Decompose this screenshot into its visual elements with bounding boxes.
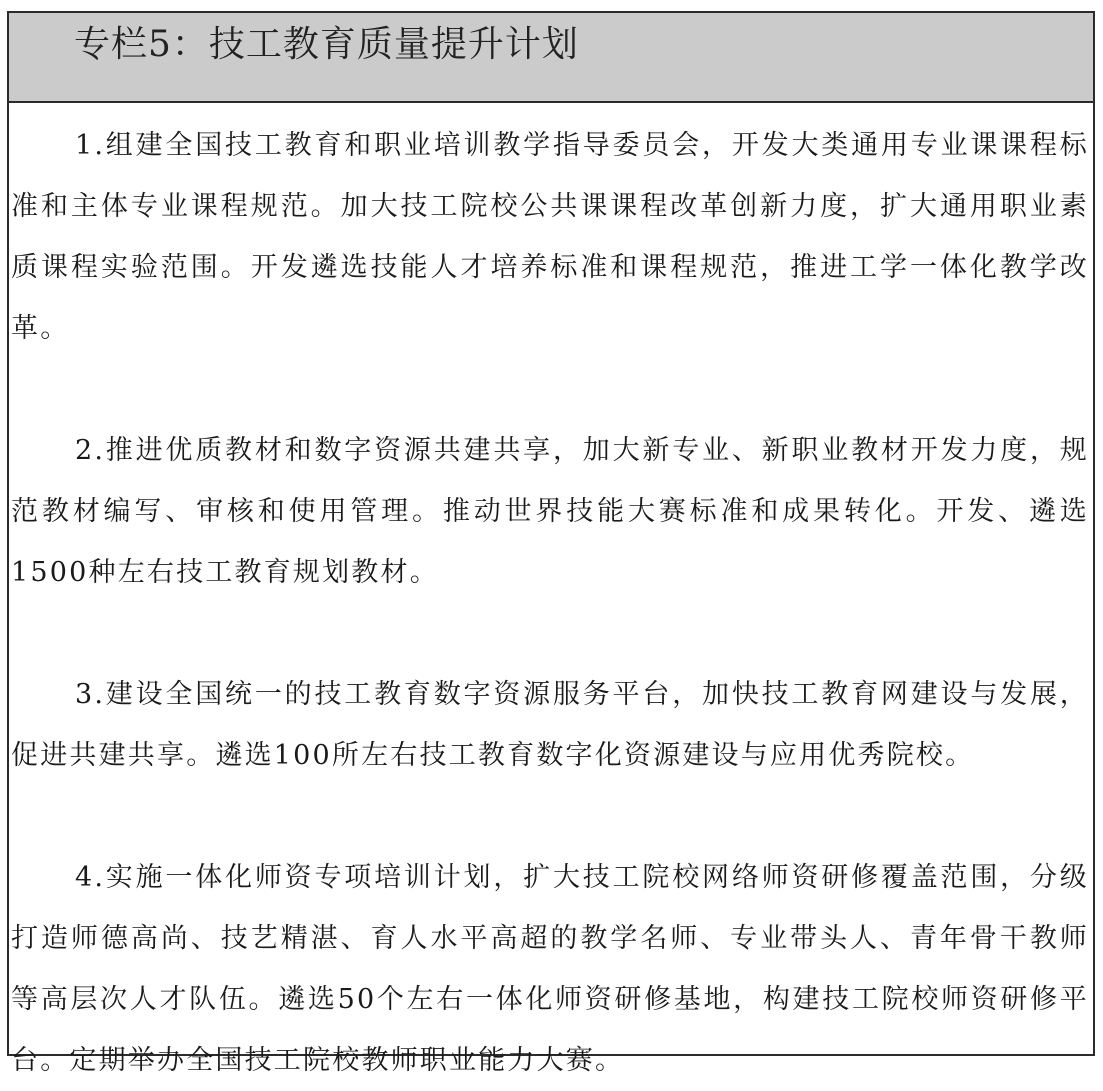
paragraph-3: 3.建设全国统一的技工教育数字资源服务平台，加快技工教育网建设与发展，促进共建共享。遴选100所左右技工教育数字化资源建设与应用优秀院校。: [11, 679, 1089, 771]
column-content: [9, 115, 1093, 1091]
column-header: [9, 13, 1093, 103]
paragraph-4: 4.实施一体化师资专项培训计划，扩大技工院校网络师资研修覆盖范围，分级打造师德高尚、技艺精湛、育人水平高超的教学名师、专业带头人、青年骨干教师等高层次人才队伍。遴选50个左右一体化师资研修基地，构建技工院校师资研修平台。定期举办全国技工院校教师职业能力大赛。: [11, 862, 1089, 1076]
paragraph-1: 1.组建全国技工教育和职业培训教学指导委员会，开发大类通用专业课课程标准和主体专业课程规范。加大技工院校公共课课程改革创新力度，扩大通用职业素质课程实验范围。开发遴选技能人才培养标准和课程规范，推进工学一体化教学改革。: [11, 130, 1089, 344]
paragraph-2: 2.推进优质教材和数字资源共建共享，加大新专业、新职业教材开发力度，规范教材编写、审核和使用管理。推动世界技能大赛标准和成果转化。开发、遴选1500种左右技工教育规划教材。: [11, 435, 1089, 588]
column-box: [7, 11, 1095, 1076]
column-title: 专栏5：技工教育质量提升计划: [74, 24, 579, 65]
